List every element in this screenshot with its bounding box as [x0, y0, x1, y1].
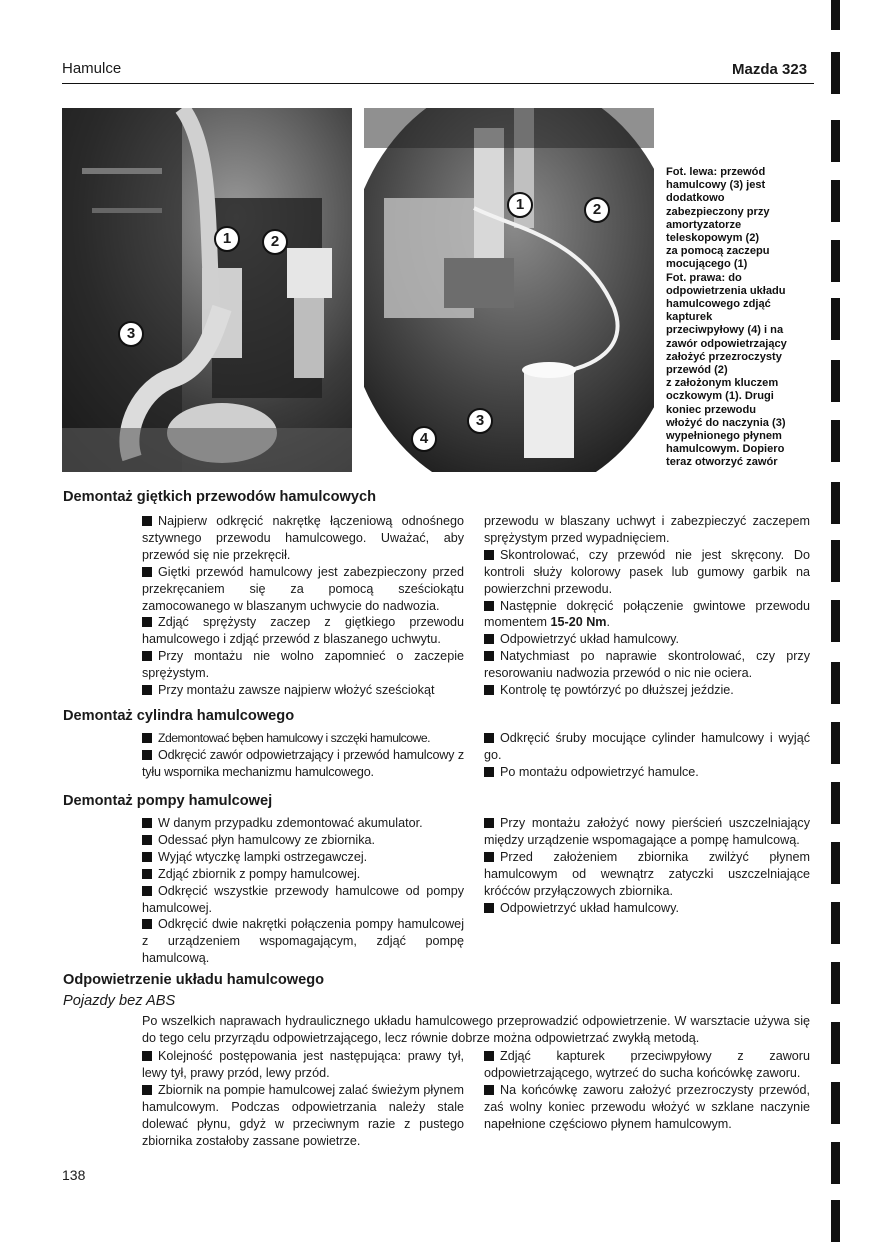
list-item: Odkręcić śruby mocujące cylinder hamulcowy i wyjąć go. [484, 731, 810, 762]
paragraph: przewodu w blaszany uchwyt i zabezpieczyć zaczepem sprężystym przed wypadnięciem. [484, 514, 810, 545]
list-item: Natychmiast po naprawie skontrolować, czy przy resorowaniu nadwozia przewód o nic nie ociera. [484, 649, 810, 681]
section-heading: Demontaż pompy hamulcowej [63, 793, 273, 809]
callout-2: 2 [262, 229, 288, 255]
photo-right-bleeding [364, 108, 654, 472]
callout-3: 3 [118, 321, 144, 347]
list-item: Zdjąć zbiornik z pompy hamulcowej. [142, 866, 464, 883]
running-header-title: Mazda 323 [732, 61, 808, 78]
list-item: Przy montażu założyć nowy pierścień uszczelniający między urządzenie wspomagające a pompę hamulcową. [484, 816, 810, 847]
header-rule [62, 83, 814, 84]
list-item: Po montażu odpowietrzyć hamulce. [484, 764, 810, 781]
list-item: W danym przypadku zdemontować akumulator. [142, 815, 464, 832]
section-heading: Demontaż giętkich przewodów hamulcowych [63, 489, 377, 505]
section-4-right-column [484, 1048, 810, 1133]
subheading: Pojazdy bez ABS [63, 993, 176, 1009]
section-1-left-column [142, 513, 464, 699]
callout-2: 2 [584, 197, 610, 223]
list-item: Zdemontować bęben hamulcowy i szczęki hamulcowe. [142, 730, 464, 747]
list-item: Przy montażu nie wolno zapomnieć o zaczepie sprężystym. [142, 649, 464, 681]
list-item: Przed założeniem zbiornika zwilżyć płynem hamulcowym od wewnątrz zatyczki uszczelniające króćców przyłączowych zbiornika. [484, 849, 810, 898]
list-item: Odkręcić wszystkie przewody hamulcowe od pompy hamulcowej. [142, 883, 464, 915]
section-heading: Demontaż cylindra hamulcowego [63, 708, 295, 724]
list-item: Odessać płyn hamulcowy ze zbiornika. [142, 832, 464, 849]
list-item: Odkręcić dwie nakrętki połączenia pompy hamulcowej z urządzeniem wspomagającym, zdjąć pompę hamulcową. [142, 917, 464, 966]
list-item: Na końcówkę zaworu założyć przezroczysty przewód, zaś wolny koniec przewodu włożyć w szklane naczynie napełnione częściowo płynem hamulcowym. [484, 1082, 810, 1131]
section-2-left-column [142, 730, 464, 781]
list-item: Zdjąć sprężysty zaczep z giętkiego przewodu hamulcowego i zdjąć przewód z blaszanego uchwytu. [142, 615, 464, 647]
list-item: Odpowietrzyć układ hamulcowy. [484, 900, 810, 917]
list-item: Odkręcić zawór odpowietrzający i przewód hamulcowy z tyłu wspornika mechanizmu hamulcowego. [142, 747, 464, 779]
section-2-right-column [484, 730, 810, 781]
list-item: Giętki przewód hamulcowy jest zabezpieczony przed przekręcaniem się za pomocą sześciokątu zamocowanego w blaszanym uchwycie do nadwozia. [142, 564, 464, 613]
list-item: Kontrolę tę powtórzyć po dłuższej jeździe. [484, 682, 810, 699]
torque-value: 15-20 Nm [550, 615, 607, 630]
page-number: 138 [62, 1167, 86, 1183]
section-4-left-column [142, 1048, 464, 1149]
list-item: Kolejność postępowania jest następująca: prawy tył, lewy tył, prawy przód, lewy przód. [142, 1049, 464, 1080]
list-item: Najpierw odkręcić nakrętkę łączeniową odnośnego sztywnego przewodu hamulcowego. Uważać, aby przewód się nie przekręcił. [142, 514, 464, 562]
section-heading: Odpowietrzenie układu hamulcowego [63, 972, 325, 988]
list-item: Zdjąć kapturek przeciwpyłowy z zaworu odpowietrzającego, wytrzeć do sucha końcówkę zaworu. [484, 1049, 810, 1080]
section-3-left-column [142, 815, 464, 967]
list-item: Wyjąć wtyczkę lampki ostrzegawczej. [142, 849, 464, 866]
list-item: Zbiornik na pompie hamulcowej zalać świeżym płynem hamulcowym. Podczas odpowietrzania należy stale dolewać płynu, gdyż w przeciwnym razie z pustego zbiornika zostałoby zassane powietrze. [142, 1082, 464, 1148]
list-item: Odpowietrzyć układ hamulcowy. [484, 631, 810, 648]
section-4-intro: Po wszelkich naprawach hydraulicznego układu hamulcowego przeprowadzić odpowietrzenie. W warsztacie używa się do tego celu przyrządu odpowietrzającego, lecz równie dobrze można odpowietrzać zwykłą metodą. [142, 1014, 810, 1045]
list-item: Przy montażu zawsze najpierw włożyć sześciokąt [142, 682, 464, 699]
running-header-section: Hamulce [62, 60, 122, 77]
figure-caption: Fot. lewa: przewód hamulcowy (3) jest dodatkowo zabezpieczony przy amortyzatorze teleskopowym (2) za pomocą zaczepu mocującego (1) Fot. prawa: do odpowietrzenia układu hamulcowego zdjąć kapturek przeciwpyłowy (4) i na zawór odpowietrzający założyć przezroczysty przewód (2) z założonym kluczem oczkowym (1). Drugi koniec przewodu włożyć do naczynia (3) wypełnionego płynem hamulcowym. Dopiero teraz otworzyć zawór [666, 166, 787, 469]
callout-3: 3 [467, 408, 493, 434]
callout-4: 4 [411, 426, 437, 452]
callout-1: 1 [214, 226, 240, 252]
photo-left-brake-hose [62, 108, 352, 472]
list-item: Skontrolować, czy przewód nie jest skręcony. Do kontroli służy kolorowy pasek lub gumowy garbik na powierzchni przewodu. [484, 547, 810, 596]
callout-1: 1 [507, 192, 533, 218]
section-1-right-column [484, 513, 810, 699]
list-item: Następnie dokręcić połączenie gwintowe przewodu momentem 15-20 Nm. [484, 598, 810, 630]
section-3-right-column [484, 815, 810, 916]
